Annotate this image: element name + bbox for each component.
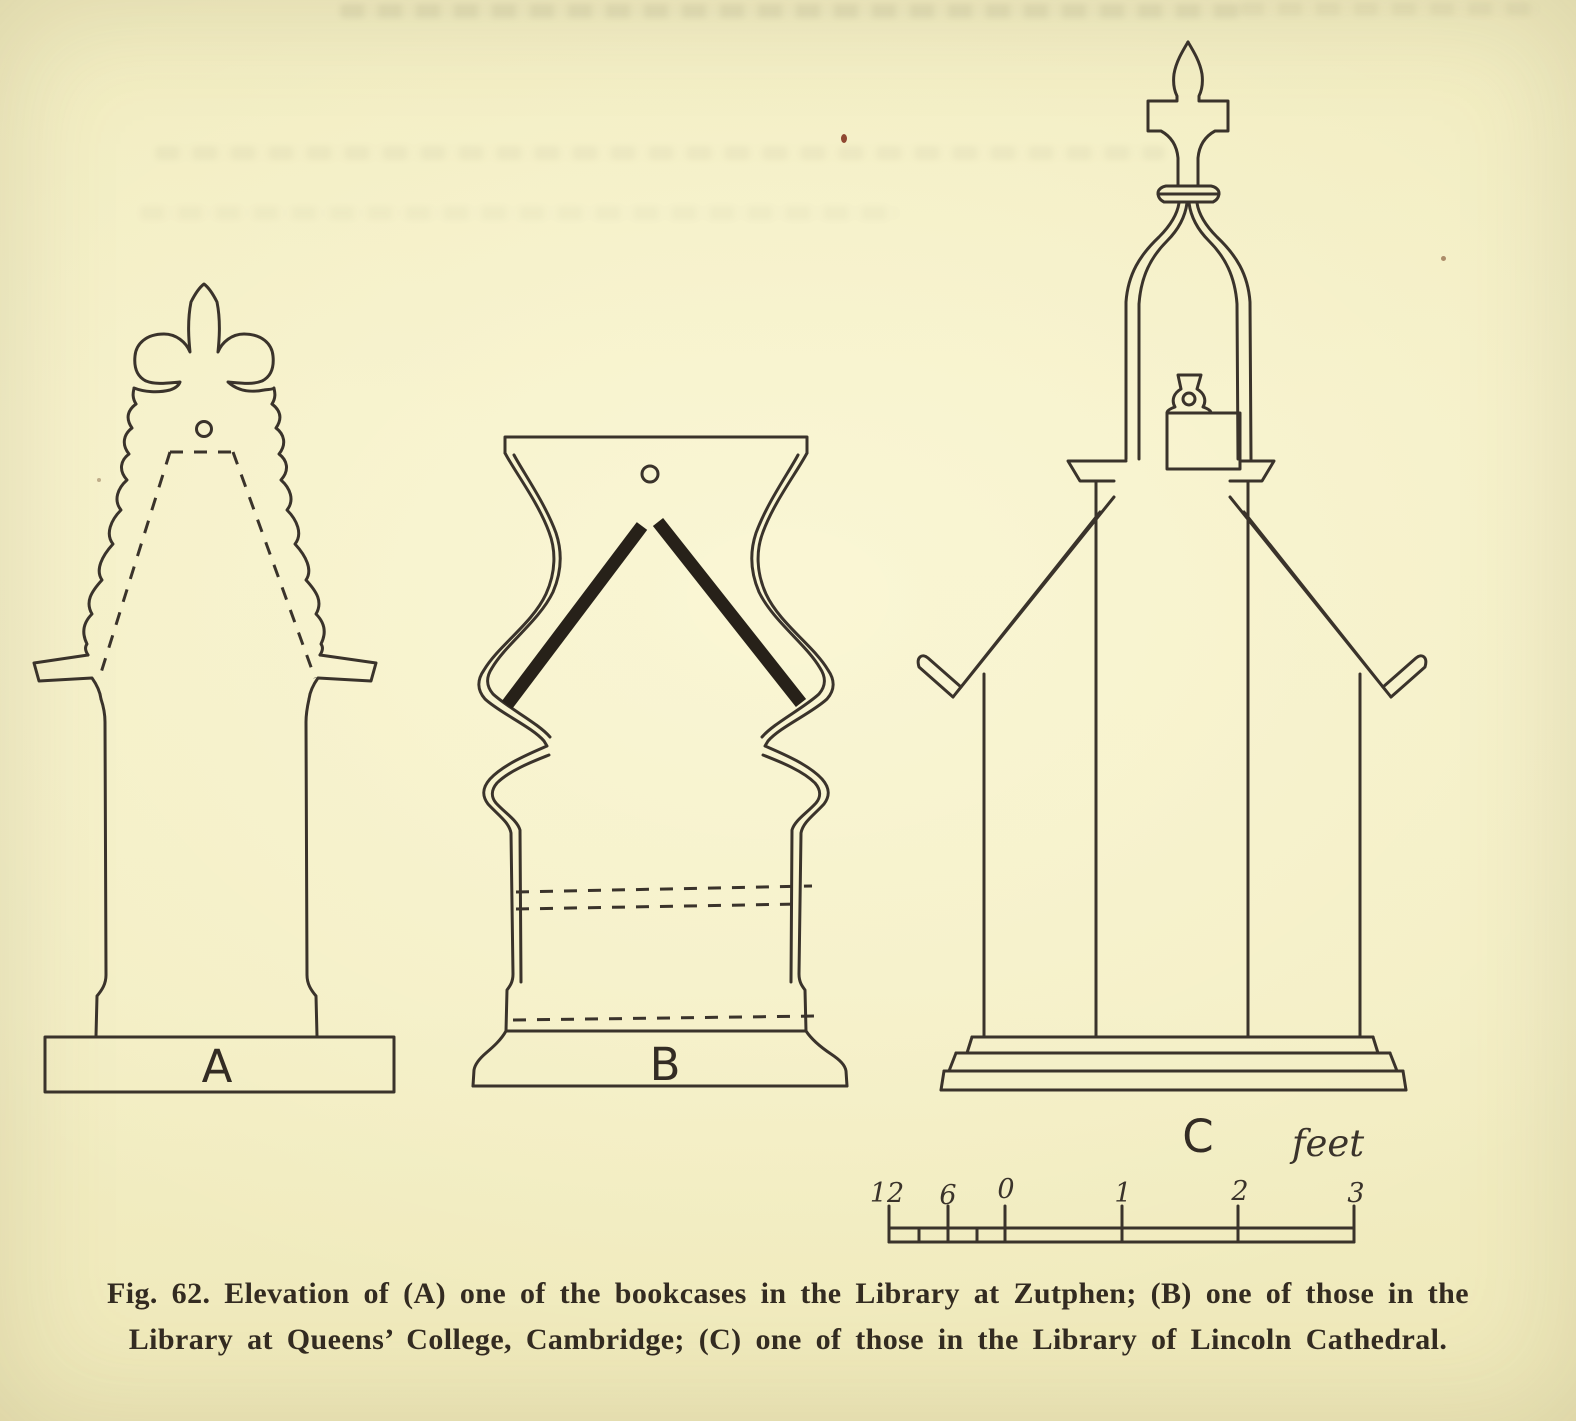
drawing-b-queens-college-bookcase-end	[473, 437, 847, 1091]
ogee-bell-right-outer	[1197, 203, 1251, 459]
figure-caption-line-1: Fig. 62. Elevation of (A) one of the bookcases in the Library at Zutphen; (B) one of those in the	[107, 1277, 1469, 1310]
desk-section-chevron-left	[507, 526, 642, 705]
desk-section-chevron-right	[658, 522, 801, 703]
cornice-left	[1068, 461, 1126, 481]
book-ledge-lip-left	[918, 656, 961, 697]
scale-bar	[870, 1122, 1365, 1242]
shelf-dado-dashed-2	[516, 904, 800, 909]
scale-tick-label: 12	[869, 1178, 905, 1209]
baluster-profile-left-inner-lower	[492, 755, 549, 982]
base-flare-left	[473, 1031, 506, 1086]
scale-tick-label: 0	[997, 1174, 1015, 1205]
ogee-bell-left-inner	[1139, 203, 1187, 459]
scale-tick-label: 1	[1114, 1178, 1132, 1209]
shelf-dado-dashed-3	[513, 1016, 818, 1020]
fleur-de-lis-finial	[133, 284, 275, 404]
standard-edge-left	[96, 699, 106, 1036]
scroll-profile-right	[272, 404, 324, 655]
baluster-profile-right-inner-lower	[763, 755, 820, 982]
baluster-profile-right-outer	[758, 453, 833, 1031]
label-c: C	[1182, 1110, 1214, 1163]
hidden-edge-dashed-left	[100, 452, 170, 676]
baluster-profile-left-outer	[479, 453, 554, 1031]
book-ledge-lip-right	[1383, 656, 1426, 697]
label-b: B	[649, 1038, 681, 1091]
standard-edge-right	[306, 699, 317, 1036]
ogee-bell-right-inner	[1189, 203, 1238, 459]
top-rail	[505, 437, 807, 453]
desk-ledge-right	[309, 655, 376, 699]
cornice-right	[1230, 461, 1274, 481]
shelf-dado-dashed-1	[516, 886, 812, 892]
scale-tick-label: 6	[939, 1180, 957, 1211]
drawing-c-lincoln-cathedral-bookcase-end	[918, 42, 1426, 1163]
base-flare-right	[806, 1031, 847, 1086]
scale-tick-label: 3	[1347, 1178, 1365, 1209]
figure-caption	[48, 1271, 1528, 1363]
peg-hole	[642, 466, 658, 482]
hasp-hole	[1183, 393, 1195, 405]
poppyhead-finial-left	[1148, 42, 1188, 186]
lock-box	[1167, 413, 1240, 469]
baluster-profile-left-inner	[488, 455, 561, 737]
sloped-desk-right	[1230, 497, 1391, 697]
scale-unit-label: feet	[1291, 1122, 1365, 1165]
scale-tick-label: 2	[1231, 1176, 1249, 1207]
hidden-edge-dashed-right	[233, 452, 315, 678]
poppyhead-finial-right	[1188, 42, 1228, 186]
label-a: A	[201, 1040, 233, 1093]
figure-caption-line-2: Library at Queens’ College, Cambridge; (C) one of those in the Library of Lincoln Cathedral.	[128, 1323, 1448, 1356]
stepped-base	[941, 1037, 1406, 1090]
ogee-bell-left-outer	[1126, 203, 1179, 459]
scale-bar-major-ticks	[889, 1206, 1354, 1242]
drawing-a-zutphen-bookcase-end	[34, 284, 394, 1093]
desk-ledge-left	[34, 655, 101, 699]
peg-hole	[197, 422, 212, 437]
sloped-desk-left	[953, 497, 1114, 697]
scroll-profile-left	[84, 404, 136, 655]
